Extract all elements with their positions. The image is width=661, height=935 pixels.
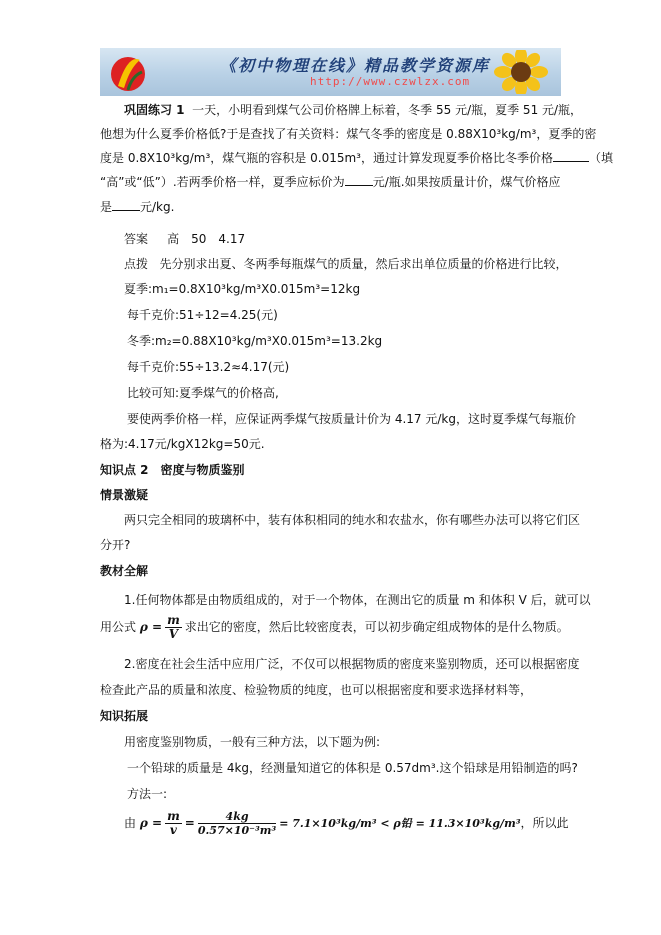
answer-blank-1	[553, 149, 589, 162]
textbook-p1-line-1: 1.任何物体都是由物质组成的，对于一个物体，在测出它的质量 m 和体积 V 后，就可以	[124, 593, 591, 607]
exercise-text-5b: 元/kg.	[140, 200, 175, 214]
calc-winter-mass: 冬季:m₂=0.88X10³kg/m³X0.015m³=13.2kg	[127, 334, 383, 348]
equation-result: = 7.1×10³kg/m³ < ρ铅 = 11.3×10³kg/m³	[279, 817, 521, 830]
calc-summer-mass: 夏季:m₁=0.8X10³kg/m³X0.015m³=12kg	[124, 282, 361, 296]
kp2-heading: 知识点 2 密度与物质鉴别	[100, 463, 245, 477]
equation-fraction-1-den: v	[169, 823, 177, 837]
banner-title: 《初中物理在线》精品教学资源库	[220, 56, 491, 75]
answer-text: 高 50 4.17	[167, 232, 246, 246]
exercise-line-1	[124, 100, 583, 121]
calc-summer-price: 每千克价:51÷12=4.25(元)	[127, 308, 278, 322]
exercise-text-4b: 元/瓶.如果按质量计价，煤气价格应	[372, 175, 561, 189]
calc-equal-2: 格为:4.17元/kgX12kg=50元.	[100, 437, 265, 451]
equation-fraction-2-num: 4kg	[198, 810, 276, 824]
textbook-heading: 教材全解	[100, 564, 149, 578]
sunflower-icon	[485, 50, 557, 94]
textbook-p1-text-a: 用公式	[100, 620, 137, 634]
equation-rho: ρ =	[139, 816, 163, 830]
exercise-text-5a: 是	[100, 200, 113, 214]
calc-compare: 比较可知:夏季煤气的价格高,	[127, 386, 279, 400]
equation-equals: =	[184, 816, 195, 830]
method-1-equation	[124, 808, 569, 839]
answer-line	[124, 229, 562, 250]
equation-fraction-1-num: m	[167, 809, 180, 823]
hint-label: 点拨	[124, 257, 149, 271]
calc-equal-1: 要使两季价格一样，应保证两季煤气按质量计价为 4.17 元/kg，这时夏季煤气每瓶价	[127, 412, 576, 426]
method-1-label: 方法一:	[127, 787, 168, 801]
exercise-line-5	[100, 197, 562, 218]
equation-fraction-2	[198, 810, 276, 837]
scene-line-1: 两只完全相同的玻璃杯中，装有体积相同的纯水和农盐水，你有哪些办法可以将它们区	[124, 513, 581, 527]
scene-heading: 情景激疑	[100, 488, 149, 502]
exercise-text-3: 度是 0.8X10³kg/m³，煤气瓶的容积是 0.015m³，通过计算发现夏季价格比冬季价格	[100, 151, 553, 165]
equation-suffix: ，所以此	[520, 816, 569, 830]
hint-text: 先分别求出夏、冬两季每瓶煤气的质量，然后求出单位质量的价格进行比较，	[159, 257, 568, 271]
exercise-line-2: 他想为什么夏季价格低?于是查找了有关资料：煤气冬季的密度是 0.88X10³kg/m³，夏季的密	[100, 127, 597, 141]
equation-prefix: 由	[124, 816, 137, 830]
extend-heading: 知识拓展	[100, 709, 149, 723]
equation-fraction-2-den: 0.57×10⁻³m³	[197, 824, 277, 837]
extend-line-1: 用密度鉴别物质，一般有三种方法，以下题为例:	[124, 735, 381, 749]
exercise-label: 巩固练习 1	[124, 103, 185, 117]
textbook-p2-line-1: 2.密度在社会生活中应用广泛，不仅可以根据物质的密度来鉴别物质，还可以根据密度	[124, 657, 580, 671]
density-fraction	[165, 614, 182, 641]
exercise-text-1: 一天，小明看到煤气公司价格牌上标着，冬季 55 元/瓶，夏季 51 元/瓶，	[192, 103, 583, 117]
logo-icon	[108, 50, 148, 94]
exercise-text-4a: “高”或“低”）.若两季价格一样，夏季应标价为	[100, 175, 345, 189]
exercise-line-3	[100, 148, 613, 169]
calc-winter-price: 每千克价:55÷13.2≈4.17(元)	[127, 360, 290, 374]
answer-blank-3	[112, 198, 140, 211]
banner-url: http://www.czwlzx.com	[310, 75, 471, 88]
answer-blank-2	[345, 173, 373, 186]
hint-line	[124, 254, 568, 275]
header-banner	[100, 48, 561, 96]
fraction-denominator: V	[168, 627, 179, 641]
extend-line-2: 一个铅球的质量是 4kg，经测量知道它的体积是 0.57dm³.这个铅球是用铅制造的吗?	[127, 761, 578, 775]
answer-label: 答案	[124, 232, 149, 246]
equation-fraction-1	[165, 810, 182, 837]
exercise-text-3-end: （填	[588, 151, 613, 165]
density-symbol: ρ =	[139, 620, 163, 634]
textbook-p1-line-2	[100, 613, 569, 641]
fraction-numerator: m	[167, 613, 180, 627]
exercise-line-4	[100, 172, 562, 193]
textbook-p2-line-2: 检查此产品的质量和浓度、检验物质的纯度，也可以根据密度和要求选择材料等，	[100, 683, 533, 697]
textbook-p1-text-b: 求出它的密度，然后比较密度表，可以初步确定组成物体的是什么物质。	[184, 620, 569, 634]
scene-line-2: 分开?	[100, 538, 131, 552]
